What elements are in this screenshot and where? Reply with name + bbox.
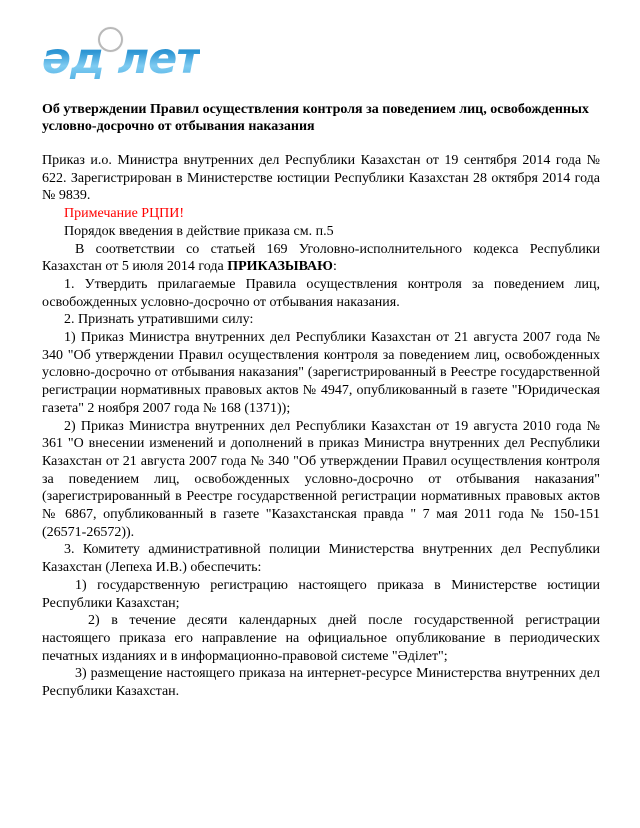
- text-run: 3) размещение настоящего приказа на интернет-ресурсе Министерства внутренних дел Республики Казахстан.: [42, 666, 600, 700]
- paragraph: [42, 152, 600, 205]
- document-title: Об утверждении Правил осуществления контроля за поведением лиц, освобожденных условно-досрочно от отбывания наказания: [42, 102, 589, 134]
- text-run: 2) Приказ Министра внутренних дел Республики Казахстан от 19 августа 2010 года № 361 "О внесении изменений и дополнений в приказ Министра внутренних дел Республики Казахстан от 21 августа 2007 года № 340 "Об утверждении Правил осуществления контроля за поведением лиц, освобожденных условно-досрочно от отбывания наказания" (зарегистрированный в Реестре государственной регистрации нормативных правовых актов № 6867, опубликованный в газете "Казахстанская правда " 7 мая 2011 года № 150-151 (26571-26572)).: [42, 418, 600, 540]
- paragraph: [42, 541, 600, 576]
- paragraph: [42, 205, 600, 223]
- document-body: [42, 152, 600, 701]
- text-run: В соответствии со статьей 169 Уголовно-исполнительного кодекса Республики Казахстан от 5 июля 2014 года: [42, 241, 600, 275]
- adilet-logo: [42, 30, 600, 88]
- adilet-logo-text: [42, 30, 200, 88]
- magnifier-icon: [98, 27, 123, 52]
- logo-letter-i: [104, 30, 118, 88]
- text-run: 1. Утвердить прилагаемые Правила осуществления контроля за поведением лиц, освобожденных условно-досрочно от отбывания наказания.: [42, 276, 600, 310]
- paragraph: [42, 577, 600, 612]
- paragraph: [42, 665, 600, 700]
- note-text: Примечание РЦПИ!: [64, 206, 185, 222]
- text-run: 3. Комитету административной полиции Министерства внутренних дел Республики Казахстан (Лепеха И.В.) обеспечить:: [42, 542, 600, 576]
- paragraph: [42, 223, 600, 241]
- text-run: :: [332, 259, 337, 275]
- paragraph: [42, 241, 600, 276]
- logo-text-part: әд: [42, 34, 104, 84]
- text-run: 2) в течение десяти календарных дней после государственной регистрации настоящего приказа его направление на официальное опубликование в периодических печатных изданиях и в информационно-правовой системе "Әділет";: [42, 613, 600, 664]
- paragraph: [42, 418, 600, 542]
- paragraph: [42, 311, 600, 329]
- logo-text-part: лет: [117, 34, 201, 84]
- paragraph: [42, 329, 600, 418]
- text-run: Приказ и.о. Министра внутренних дел Республики Казахстан от 19 сентября 2014 года № 622. Зарегистрирован в Министерстве юстиции Республики Казахстан 28 октября 2014 года № 9839.: [42, 153, 600, 204]
- paragraph: [42, 612, 600, 665]
- text-run: ПРИКАЗЫВАЮ: [227, 259, 333, 275]
- logo-text-part: і: [103, 34, 118, 84]
- text-run: 2. Признать утратившими силу:: [64, 312, 254, 328]
- paragraph: [42, 276, 600, 311]
- text-run: 1) государственную регистрацию настоящего приказа в Министерстве юстиции Республики Казахстан;: [42, 577, 600, 611]
- text-run: Порядок введения в действие приказа см. п.5: [64, 223, 334, 239]
- text-run: 1) Приказ Министра внутренних дел Республики Казахстан от 21 августа 2007 года № 340 "Об утверждении Правил осуществления контроля за поведением лиц, освобожденных условно-досрочно от отбывания наказания" (зарегистрированный в Реестре государственной регистрации нормативных правовых актов № 4947, опубликованный в газете "Юридическая газета" 2 ноября 2007 года № 168 (1371));: [42, 330, 600, 416]
